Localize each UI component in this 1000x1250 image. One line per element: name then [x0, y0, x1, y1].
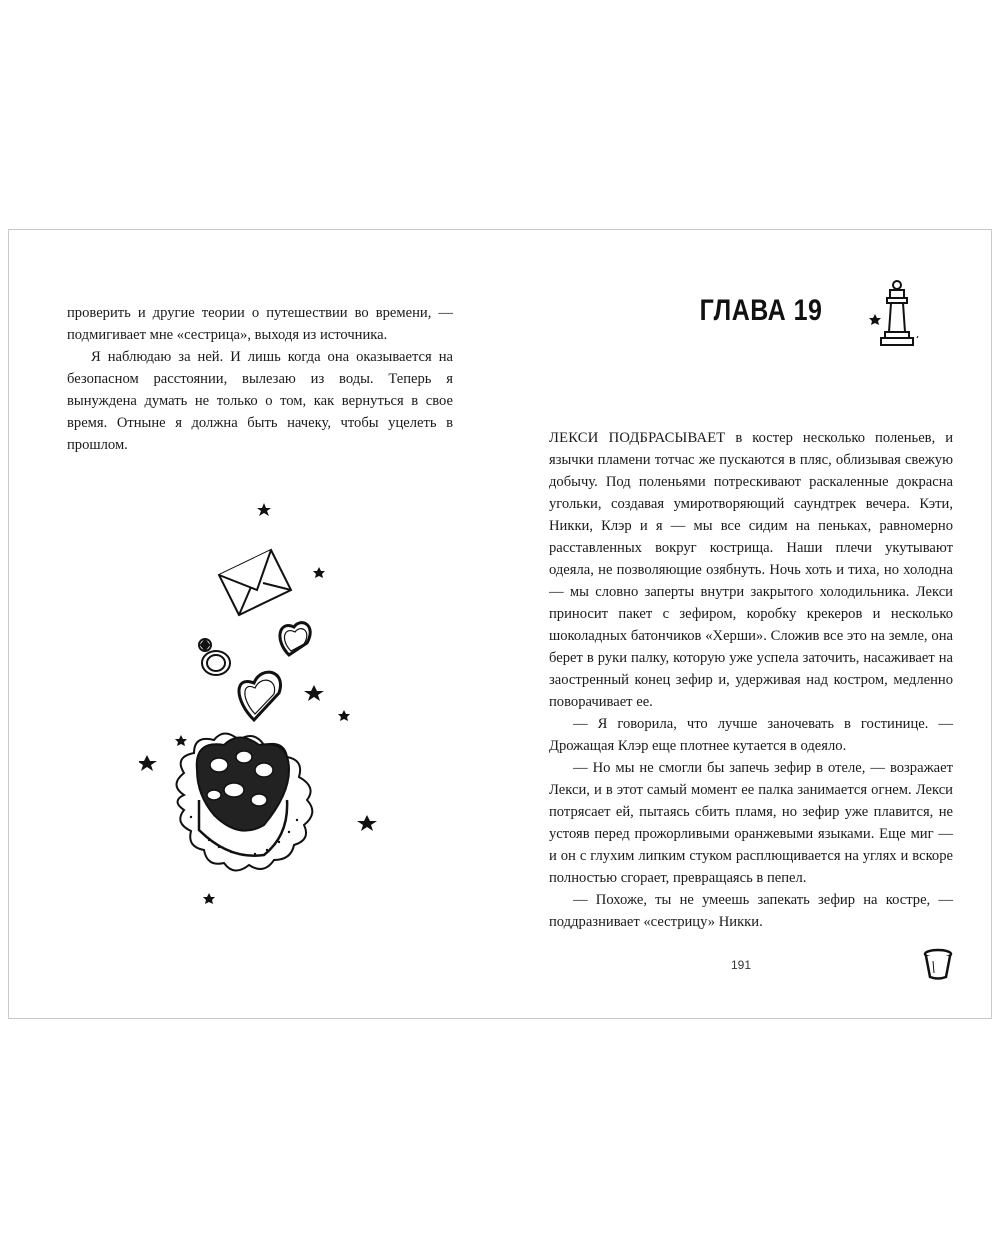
paragraph: проверить и другие теории о путешествии во времени, — подмигивает мне «сестрица», выходя из источника. [67, 305, 453, 343]
star-icon [357, 815, 377, 831]
star-icon [203, 893, 215, 904]
paragraph: — Но мы не смогли бы запечь зефир в отеле, — возражает Лекси, и в этот самый момент ее палка занимается огнем. Лекси потрясает ей, пытаясь сбить пламя, но зефир уже плавится, не устояв перед прожорливыми оранжевыми языками. Еще миг — и он с глухим липким стуком расплющивается на углях и вскоре полностью сгорает, превращаясь в пепел. [549, 760, 953, 886]
ring-icon [199, 639, 230, 675]
left-page [9, 230, 501, 1018]
heart-icon [239, 672, 281, 720]
star-icon [304, 685, 324, 701]
star-icon [257, 503, 271, 516]
paragraph: Я наблюдаю за ней. И лишь когда она оказывается на безопасном расстоянии, вылезаю из воды. Теперь я вынуждена думать не только о том, как вернуться в свое время. Отныне я должна быть начеку, чтобы уцелеть в прошлом. [67, 349, 453, 453]
left-page-text [67, 302, 453, 456]
star-icon [139, 755, 157, 771]
opening-caps: ЛЕКСИ ПОДБРАСЫВАЕТ [549, 430, 726, 446]
star-icon [175, 735, 187, 746]
illustration [139, 495, 399, 915]
right-page-text [549, 427, 953, 933]
page-number: 191 [730, 958, 752, 972]
opening-paragraph [549, 427, 953, 713]
chess-queen-icon [855, 272, 935, 352]
heart-cake-icon [177, 734, 313, 871]
heart-icon [280, 623, 310, 655]
star-icon [313, 567, 325, 578]
chapter-title: ГЛАВА 19 [699, 294, 823, 328]
paragraph: — Похоже, ты не умеешь запекать зефир на костре, — поддразнивает «сестрицу» Никки. [549, 892, 953, 930]
book-spread [8, 229, 992, 1019]
envelope-icon [219, 550, 291, 615]
flower-pot-icon [921, 947, 955, 981]
opening-text: в костер несколько поленьев, и язычки пламени тотчас же пускаются в пляс, облизывая свежую добычу. Под поленьями потрескивают раскаленные докрасна угольки, создавая умиротворяющий саундтрек вечера. Кэти, Никки, Клэр и я — мы все сидим на пеньках, равномерно расставленных вокруг кострища. Наши плечи укутывают одеяла, не позволяющие озябнуть. Ночь хоть и тиха, но холодна — мы словно заперты внутри закрытого холодильника. Лекси приносит пакет с зефиром, коробку крекеров и несколько шоколадных батончиков «Херши». Сложив все это на земле, она берет в руки палку, которую уже успела заточить, насаживает на заостренный конец зефир и, удерживая над костром, медленно поворачивает ее. [549, 430, 954, 710]
right-page [501, 230, 993, 1018]
paragraph: — Я говорила, что лучше заночевать в гостинице. — Дрожащая Клэр еще плотнее кутается в одеяло. [549, 716, 953, 754]
star-icon [338, 710, 350, 721]
